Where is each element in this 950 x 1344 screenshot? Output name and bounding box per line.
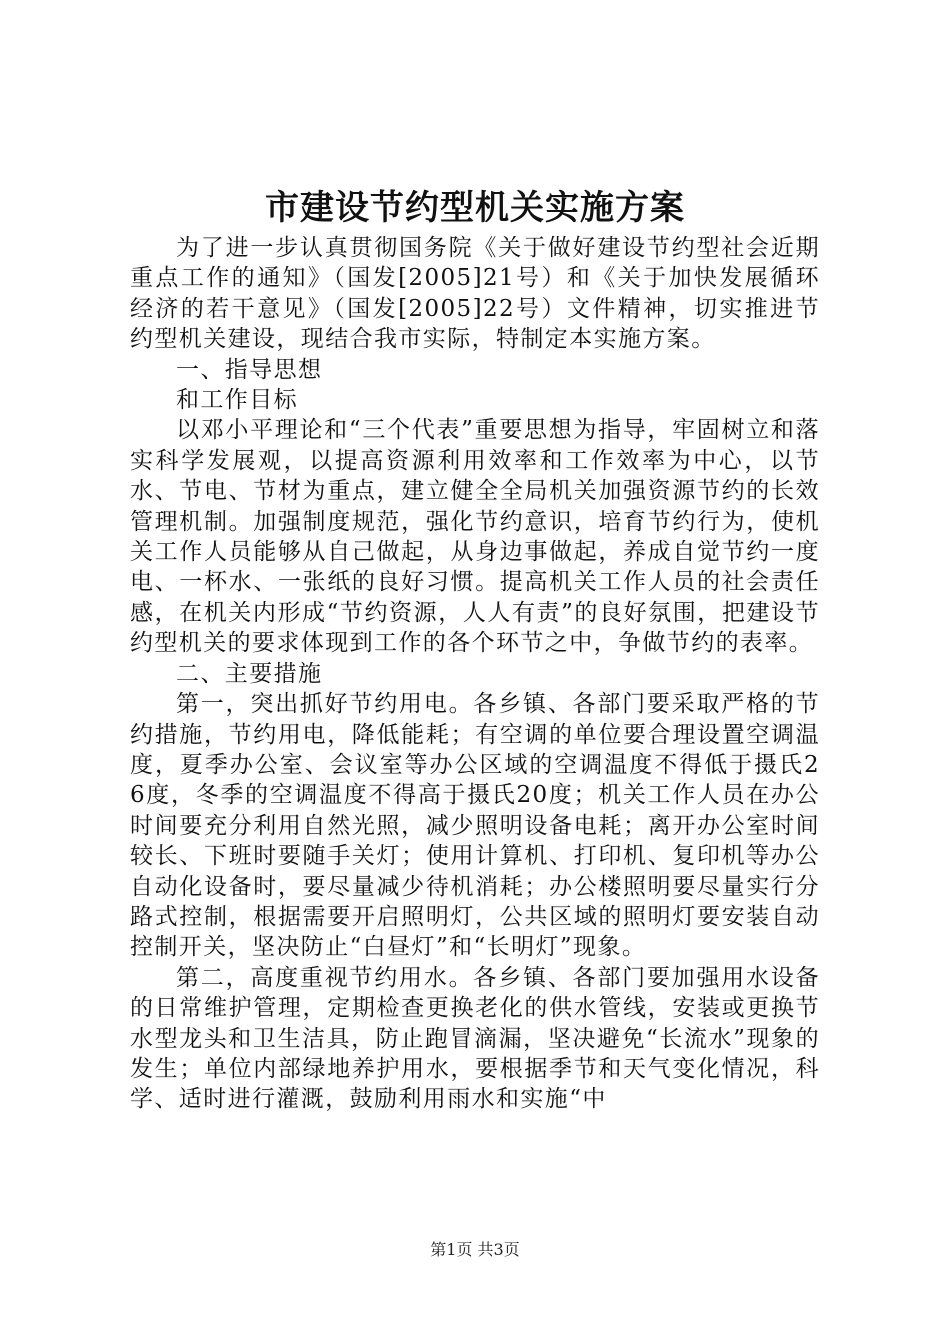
document-body <box>130 233 820 1115</box>
heading-work-goals: 和工作目标 <box>176 387 298 414</box>
page-number: 第1页 共3页 <box>430 1240 520 1259</box>
heading-guiding-thought: 一、指导思想 <box>176 356 323 383</box>
paragraph-guiding-content: 以邓小平理论和“三个代表”重要思想为指导，牢固树立和落实科学发展观，以提高资源利用效率和工作效率为中心，以节水、节电、节材为重点，建立健全全局机关加强资源节约的长效管理机制。加强制度规范，强化节约意识，培育节约行为，使机关工作人员能够从自己做起，从身边事做起，养成自觉节约一度电、一杯水、一张纸的良好习惯。提高机关工作人员的社会责任感，在机关内形成“节约资源，人人有责”的良好氛围，把建设节约型机关的要求体现到工作的各个环节之中，争做节约的表率。 <box>130 417 820 657</box>
paragraph-intro: 为了进一步认真贯彻国务院《关于做好建设节约型社会近期重点工作的通知》（国发[2005]21号）和《关于加快发展循环经济的若干意见》（国发[2005]22号）文件精神，切实推进节约型机关建设，现结合我市实际，特制定本实施方案。 <box>130 235 820 353</box>
heading-main-measures: 二、主要措施 <box>176 660 323 687</box>
document-title: 市建设节约型机关实施方案 <box>265 188 685 228</box>
paragraph-measure-water: 第二，高度重视节约用水。各乡镇、各部门要加强用水设备的日常维护管理，定期检查更换老化的供水管线，安装或更换节水型龙头和卫生洁具，防止跑冒滴漏，坚决避免“长流水”现象的发生；单位内部绿地养护用水，要根据季节和天气变化情况，科学、适时进行灌溉，鼓励利用雨水和实施“中 <box>130 964 820 1113</box>
paragraph-measure-electricity: 第一，突出抓好节约用电。各乡镇、各部门要采取严格的节约措施，节约用电，降低能耗；有空调的单位要合理设置空调温度，夏季办公室、会议室等办公区域的空调温度不得低于摄氏26度，冬季的空调温度不得高于摄氏20度；机关工作人员在办公时间要充分利用自然光照，减少照明设备电耗；离开办公室时间较长、下班时要随手关灯；使用计算机、打印机、复印机等办公自动化设备时，要尽量减少待机消耗；办公楼照明要尽量实行分路式控制，根据需要开启照明灯，公共区域的照明灯要安装自动控制开关，坚决防止“白昼灯”和“长明灯”现象。 <box>130 691 820 961</box>
